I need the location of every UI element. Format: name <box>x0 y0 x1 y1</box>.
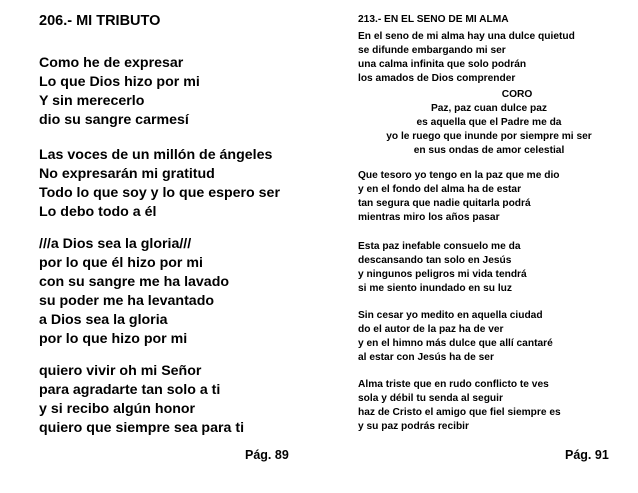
lyric-line: Lo que Dios hizo por mi <box>39 74 200 90</box>
lyric-line: descansando tan solo en Jesús <box>358 255 512 266</box>
lyric-line: ///a Dios sea la gloria/// <box>39 236 192 252</box>
lyric-line: al estar con Jesús ha de ser <box>358 352 494 363</box>
lyric-line: y si recibo algún honor <box>39 401 196 417</box>
lyric-line: una calma infinita que solo podrán <box>358 59 527 70</box>
lyric-line: y ningunos peligros mi vida tendrá <box>358 269 527 280</box>
lyric-line: para agradarte tan solo a ti <box>39 382 221 398</box>
chorus-line: es aquella que el Padre me da <box>416 117 562 128</box>
lyric-line: En el seno de mi alma hay una dulce quietud <box>358 31 575 42</box>
lyric-line: quiero que siempre sea para ti <box>39 420 245 436</box>
lyric-line: Todo lo que soy y lo que espero ser <box>39 185 280 201</box>
lyric-line: Alma triste que en rudo conflicto te ves <box>358 379 549 390</box>
lyric-line: su poder me ha levantado <box>39 293 215 309</box>
lyric-line: se difunde embargando mi ser <box>358 45 506 56</box>
lyric-line: do el autor de la paz ha de ver <box>358 324 504 335</box>
lyric-line: Las voces de un millón de ángeles <box>39 147 273 163</box>
lyric-line: y en el himno más dulce que allí cantaré <box>358 338 553 349</box>
lyric-line: y su paz podrás recibir <box>358 421 469 432</box>
lyric-line: Como he de expresar <box>39 55 184 71</box>
lyric-line: a Dios sea la gloria <box>39 312 168 328</box>
lyric-line: los amados de Dios comprender <box>358 73 516 84</box>
left-song-title: 206.- MI TRIBUTO <box>39 13 161 29</box>
chorus-line: Paz, paz cuan dulce paz <box>430 103 548 114</box>
lyric-line: Sin cesar yo medito en aquella ciudad <box>358 310 543 321</box>
lyric-line: quiero vivir oh mi Señor <box>39 363 202 379</box>
lyric-line: sola y débil tu senda al seguir <box>358 393 503 404</box>
right-song-title: 213.- EN EL SENO DE MI ALMA <box>358 14 509 25</box>
chorus-line: yo le ruego que inunde por siempre mi ser <box>386 131 592 142</box>
lyric-line: por lo que él hizo por mi <box>39 255 203 271</box>
lyric-line: mientras miro los años pasar <box>358 212 500 223</box>
lyric-line: con su sangre me ha lavado <box>39 274 230 290</box>
chorus-heading: CORO <box>501 89 533 100</box>
lyric-line: Esta paz inefable consuelo me da <box>358 241 521 252</box>
lyric-line: Lo debo todo a él <box>39 204 157 220</box>
lyric-line: y en el fondo del alma ha de estar <box>358 184 522 195</box>
left-page-number: Pág. 89 <box>245 448 289 462</box>
right-page-number: Pág. 91 <box>565 448 609 462</box>
lyric-line: tan segura que nadie quitarla podrá <box>358 198 531 209</box>
lyric-line: haz de Cristo el amigo que fiel siempre es <box>358 407 561 418</box>
lyric-line: dio su sangre carmesí <box>39 112 189 128</box>
lyric-line: Y sin merecerlo <box>39 93 145 109</box>
chorus-line: en sus ondas de amor celestial <box>413 145 565 156</box>
lyric-line: Que tesoro yo tengo en la paz que me dio <box>358 170 560 181</box>
lyric-line: No expresarán mi gratitud <box>39 166 215 182</box>
lyric-line: por lo que hizo por mi <box>39 331 188 347</box>
lyric-line: si me siento inundado en su luz <box>358 283 512 294</box>
